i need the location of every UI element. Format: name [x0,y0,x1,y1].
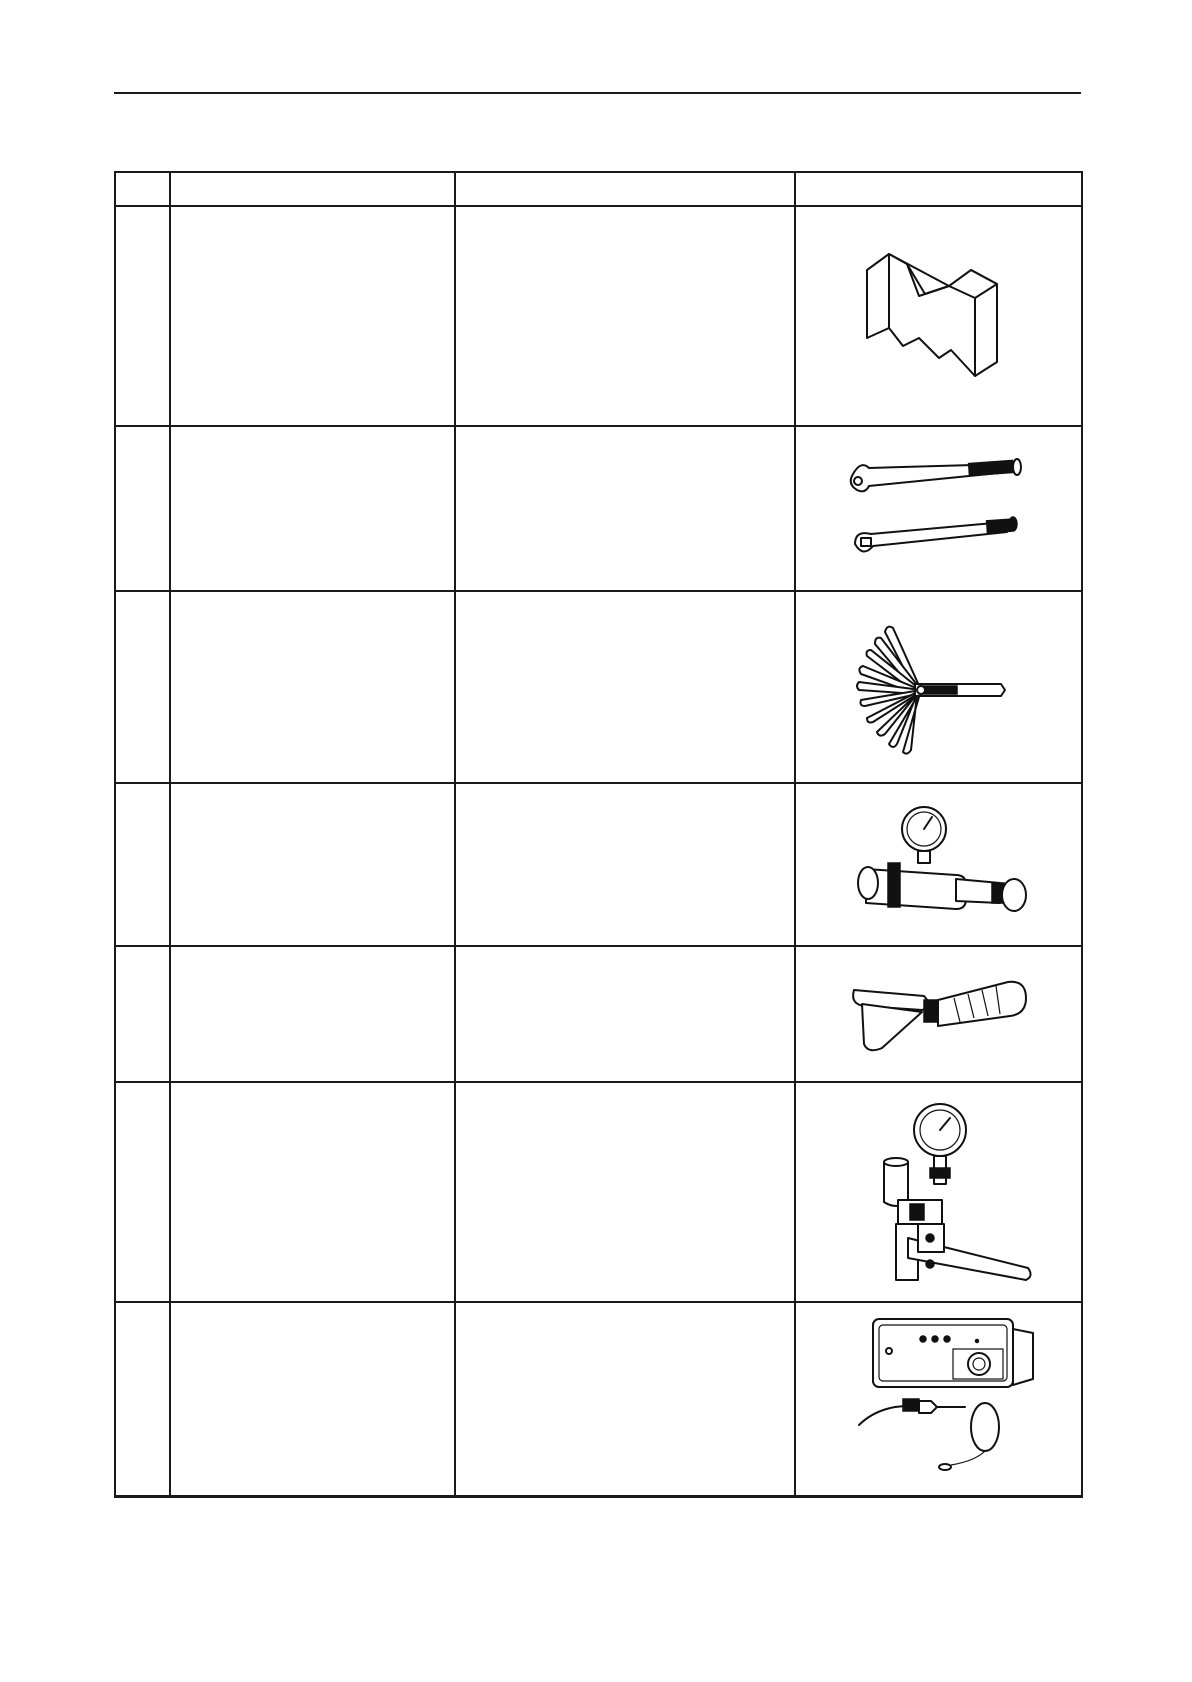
row-name [170,783,455,946]
row-illustration [795,1302,1082,1496]
row-illustration [795,206,1082,426]
header-description [455,172,795,206]
compression-gauge-icon [844,795,1034,935]
row-name [170,1082,455,1302]
table-header-row [115,172,1082,206]
row-name [170,1302,455,1496]
row-no [115,591,170,783]
table-row [115,783,1082,946]
v-block-icon [849,236,1029,396]
row-no [115,206,170,426]
row-illustration [795,946,1082,1082]
row-description [455,1302,795,1496]
table-row [115,1082,1082,1302]
torque-wrench-icon [839,444,1039,574]
row-name [170,206,455,426]
digital-tachometer-icon [839,1311,1039,1487]
grease-gun-icon [844,964,1034,1064]
special-tools-table [114,171,1083,1498]
row-description [455,946,795,1082]
row-illustration [795,1082,1082,1302]
row-no [115,783,170,946]
row-description [455,591,795,783]
row-illustration [795,783,1082,946]
header-illustration [795,172,1082,206]
table-row [115,206,1082,426]
row-description [455,783,795,946]
row-name [170,426,455,591]
top-rule [114,92,1081,94]
feeler-gauge-icon [849,612,1029,762]
row-description [455,206,795,426]
row-description [455,1082,795,1302]
row-no [115,1302,170,1496]
row-description [455,426,795,591]
row-no [115,426,170,591]
row-illustration [795,591,1082,783]
table-row [115,1302,1082,1496]
row-name [170,946,455,1082]
header-name [170,172,455,206]
table-row [115,946,1082,1082]
table-row [115,426,1082,591]
nozzle-tester-icon [844,1092,1034,1292]
row-illustration [795,426,1082,591]
row-no [115,946,170,1082]
table-row [115,591,1082,783]
row-no [115,1082,170,1302]
row-name [170,591,455,783]
header-no [115,172,170,206]
